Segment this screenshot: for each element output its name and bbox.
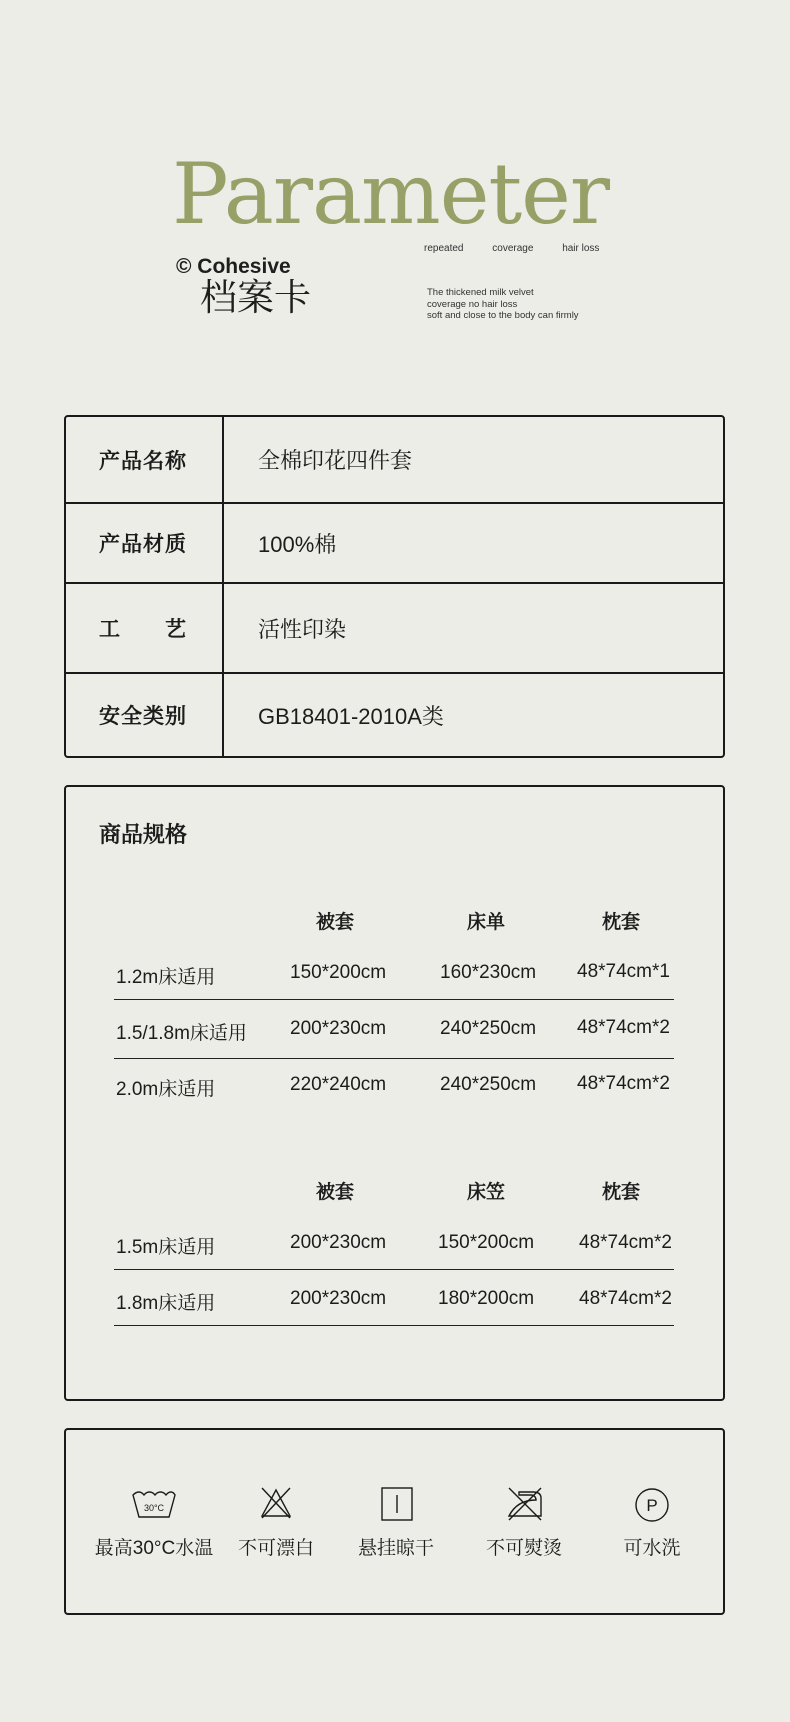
parameter-title: Parameter bbox=[172, 145, 610, 243]
spec-box bbox=[64, 785, 725, 1401]
care-item bbox=[90, 1430, 218, 1613]
header-cell: 被套 bbox=[315, 912, 354, 933]
desc-line: coverage no hair loss bbox=[427, 298, 518, 310]
tag-coverage: coverage bbox=[492, 243, 534, 254]
desc-line: soft and close to the body can firmly bbox=[427, 310, 579, 321]
care-label: 可水洗 bbox=[623, 1538, 681, 1559]
size-cell: 1.5/1.8m床适用 bbox=[116, 1023, 247, 1044]
header-cell: 床单 bbox=[466, 912, 505, 933]
header bbox=[0, 0, 790, 360]
brand-name: © Cohesive bbox=[176, 255, 291, 278]
care-item bbox=[346, 1430, 446, 1613]
subtitle-cn: 档案卡 bbox=[200, 276, 311, 319]
value-cell: 48*74cm*2 bbox=[577, 1073, 670, 1094]
tag-row bbox=[424, 243, 625, 254]
no-bleach-icon bbox=[259, 1486, 293, 1520]
info-row-name bbox=[66, 417, 723, 502]
header-cell: 床笠 bbox=[466, 1182, 505, 1203]
no-iron-icon bbox=[505, 1486, 545, 1522]
tag-hair-loss: hair loss bbox=[562, 243, 600, 254]
care-box bbox=[64, 1428, 725, 1615]
care-label: 不可熨烫 bbox=[485, 1538, 562, 1559]
wash-30-icon bbox=[131, 1489, 177, 1519]
header-cell: 枕套 bbox=[601, 1182, 640, 1203]
info-value: GB18401-2010A类 bbox=[258, 703, 444, 729]
value-cell: 150*200cm bbox=[438, 1232, 535, 1253]
care-label: 不可漂白 bbox=[237, 1538, 314, 1559]
value-cell: 200*230cm bbox=[290, 1018, 387, 1039]
header-cell: 被套 bbox=[315, 1182, 354, 1203]
info-label: 产品材质 bbox=[99, 533, 187, 556]
info-row-safety bbox=[66, 674, 723, 756]
spec-title: 商品规格 bbox=[99, 822, 188, 847]
tag-repeated: repeated bbox=[424, 243, 464, 254]
info-value: 活性印染 bbox=[258, 616, 347, 642]
hang-dry-icon bbox=[380, 1486, 414, 1522]
value-cell: 180*200cm bbox=[438, 1288, 535, 1309]
info-value: 100%棉 bbox=[258, 531, 337, 557]
value-cell: 200*230cm bbox=[290, 1288, 387, 1309]
value-cell: 240*250cm bbox=[440, 1018, 537, 1039]
row-divider bbox=[114, 1325, 674, 1326]
value-cell: 48*74cm*2 bbox=[579, 1288, 672, 1309]
value-cell: 200*230cm bbox=[290, 1232, 387, 1253]
care-item bbox=[602, 1430, 702, 1613]
care-item bbox=[226, 1430, 326, 1613]
value-cell: 48*74cm*2 bbox=[577, 1017, 670, 1038]
info-label: 工 艺 bbox=[99, 618, 187, 641]
row-divider bbox=[114, 1269, 674, 1270]
wash-temp-text: 30°C bbox=[143, 1503, 165, 1513]
row-divider bbox=[114, 999, 674, 1000]
dry-clean-p-icon bbox=[634, 1487, 670, 1523]
value-cell: 220*240cm bbox=[290, 1074, 387, 1095]
product-info-table bbox=[64, 415, 725, 758]
info-label: 安全类别 bbox=[99, 705, 187, 728]
info-row-material bbox=[66, 504, 723, 582]
value-cell: 150*200cm bbox=[290, 962, 387, 983]
care-label: 最高30°C水温 bbox=[94, 1538, 214, 1559]
header-cell: 枕套 bbox=[601, 912, 640, 933]
value-cell: 48*74cm*2 bbox=[579, 1232, 672, 1253]
p-letter: P bbox=[646, 1496, 658, 1515]
description bbox=[427, 287, 579, 322]
row-divider bbox=[114, 1058, 674, 1059]
size-cell: 2.0m床适用 bbox=[116, 1079, 216, 1100]
care-label: 悬挂晾干 bbox=[357, 1538, 434, 1559]
size-cell: 1.8m床适用 bbox=[116, 1293, 216, 1314]
desc-line: The thickened milk velvet bbox=[427, 287, 534, 298]
size-cell: 1.2m床适用 bbox=[116, 967, 216, 988]
size-cell: 1.5m床适用 bbox=[116, 1237, 216, 1258]
info-row-process bbox=[66, 584, 723, 672]
value-cell: 240*250cm bbox=[440, 1074, 537, 1095]
info-label: 产品名称 bbox=[99, 449, 187, 473]
info-value: 全棉印花四件套 bbox=[258, 448, 413, 473]
value-cell: 160*230cm bbox=[440, 962, 537, 983]
value-cell: 48*74cm*1 bbox=[577, 961, 670, 982]
care-item bbox=[474, 1430, 574, 1613]
